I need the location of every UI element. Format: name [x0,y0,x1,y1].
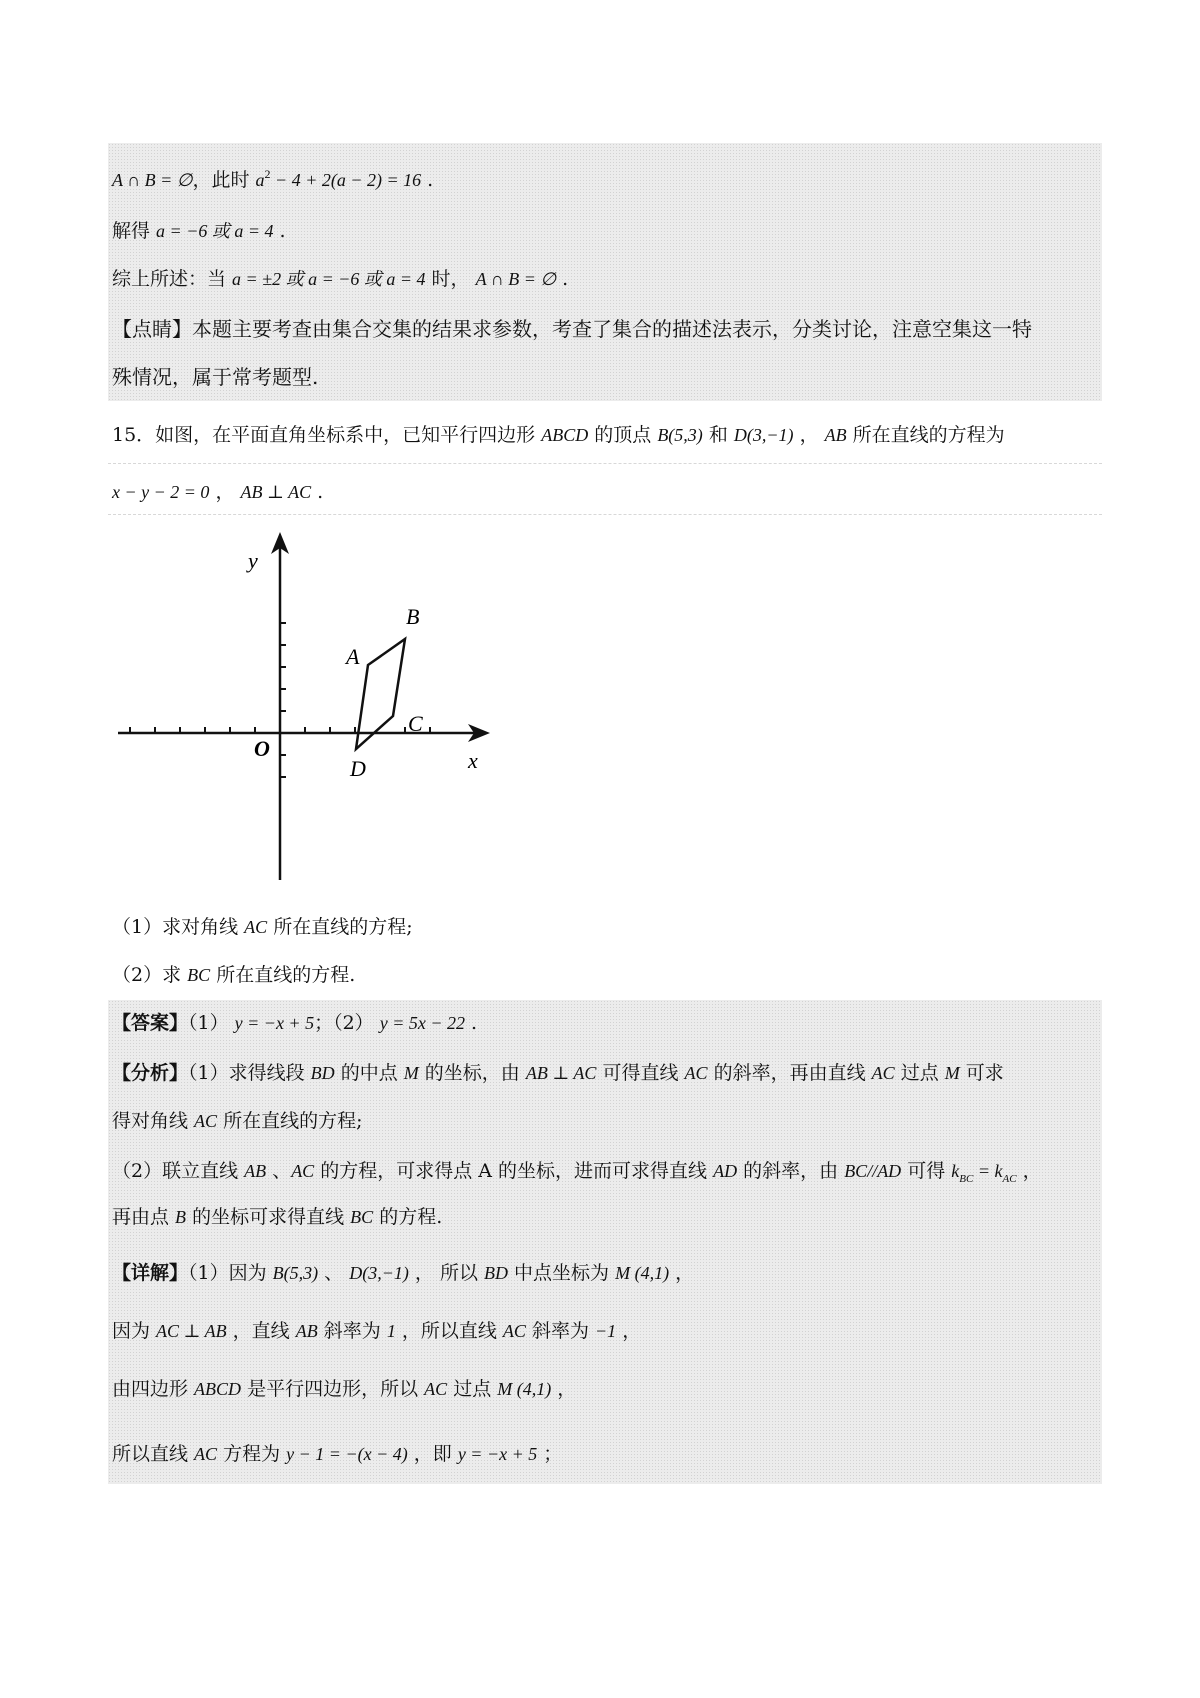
math-expression: ABCD [541,425,589,445]
point-label-c: C [408,711,423,736]
math-expression: M (4,1) [497,1379,552,1399]
detail-line4 [112,1440,562,1468]
text: 可得直线 [596,1062,685,1084]
math-expression: A ∩ B = ∅ [112,170,193,190]
math-expression: BD [484,1263,508,1283]
text: 综上所述：当 [112,268,233,290]
math-expression: AB ⊥ AC [240,482,312,502]
math-expression: AB ⊥ AC [525,1063,597,1083]
math-expression: M [403,1063,419,1083]
math-expression: A ∩ B = ∅ [475,269,557,289]
math-expression: B [175,1207,187,1227]
text: 所在直线的方程; [217,1110,363,1132]
text: ， [793,424,825,446]
math-expression: a = −6 或 a = 4 [156,221,274,241]
text: 得对角线 [112,1110,195,1132]
text: ， [209,481,241,503]
math-expression: AB [295,1321,318,1341]
math-expression: −1 [595,1321,617,1341]
question-2 [112,961,355,989]
text: 的坐标可求得直线 [186,1206,351,1228]
math-expression: D(3,−1) [733,425,794,445]
divider [108,514,1102,515]
question-1 [112,913,413,941]
math-expression: y − 1 = −(x − 4) [286,1444,408,1464]
analysis-line3 [112,1157,1042,1193]
text: 的顶点 [588,424,658,446]
math-expression: $a^2 - 4 + 2(a - 2) = 16$ [255,167,422,190]
text: 、 [266,1160,292,1182]
text: 是平行四边形，所以 [241,1378,425,1400]
math-expression: y = −x + 5 [457,1444,538,1464]
math-expression: B(5,3) [272,1263,319,1283]
math-expression: y = 5x − 22 [379,1013,465,1033]
point-label-b: B [406,604,420,629]
text: 的中点 [334,1062,404,1084]
math-expression: AC [424,1379,448,1399]
text: 的方程，可求得点 A 的坐标，进而可求得直线 [314,1160,714,1182]
text: ， 所以 [408,1262,484,1284]
detail-line1 [112,1259,694,1287]
math-expression: BC [350,1207,374,1227]
text: 可得 [901,1160,952,1182]
text: （1）求对角线 [112,916,245,938]
text: . [421,169,434,191]
analysis-line4 [112,1203,442,1231]
text: ； [537,1443,563,1465]
text: （2）联立直线 [112,1160,245,1182]
text: . [311,481,324,503]
math-expression: BC//AD [844,1161,902,1181]
point-label-a: A [346,644,360,669]
detail-line3 [112,1375,576,1403]
block1-line1 [112,160,433,194]
math-expression: AC [244,917,268,937]
text: 所以直线 [112,1443,195,1465]
text: （1）求得线段 [188,1062,311,1084]
text: 中点坐标为 [508,1262,616,1284]
math-expression: a = ±2 或 a = −6 或 a = 4 [232,269,426,289]
text: 的斜率，再由直线 [707,1062,872,1084]
math-expression: AC ⊥ AB [156,1321,227,1341]
math-expression: D(3,−1) [349,1263,409,1283]
divider [108,463,1102,464]
text: ，直线 [226,1320,296,1342]
math-expression: AC [194,1111,218,1131]
origin-label: O [254,736,270,761]
math-expression: AC [684,1063,708,1083]
text: 解得 [112,220,157,242]
x-axis-label: x [468,748,478,773]
problem-line2 [112,478,323,506]
math-expression: AD [713,1161,738,1181]
math-expression: B(5,3) [657,425,703,445]
math-expression: AB [824,425,847,445]
answer-tag: 【答案】 [112,1012,189,1034]
text: 所在直线的方程. [210,964,356,986]
text: 时， [425,268,476,290]
text: 方程为 [217,1443,287,1465]
block1-line5: 殊情况，属于常考题型. [112,365,319,389]
text: . [465,1012,478,1034]
math-expression: BD [310,1063,335,1083]
point-label-d: D [350,756,366,781]
math-expression: x − y − 2 = 0 [112,482,210,502]
math-expression: $k_{BC} = k_{AC}$ [951,1161,1017,1185]
text: . [273,220,286,242]
text: 的斜率，由 [737,1160,845,1182]
detail-line2 [112,1317,641,1345]
block1-line4: 【点睛】本题主要考查由集合交集的结果求参数，考查了集合的描述法表示，分类讨论，注意空集这一特 [112,317,1032,341]
text: （1） [188,1012,235,1034]
text: 再由点 [112,1206,176,1228]
math-expression: AB [244,1161,267,1181]
parallelogram-figure [108,528,508,888]
problem-line1 [112,421,1005,449]
text: 斜率为 [317,1320,387,1342]
analysis-tag: 【分析】 [112,1062,189,1084]
text: 可求 [959,1062,1004,1084]
text: 因为 [112,1320,157,1342]
text: 15．如图，在平面直角坐标系中，已知平行四边形 [112,424,542,446]
text: ，所以直线 [395,1320,503,1342]
analysis-line2 [112,1107,363,1135]
math-expression: AC [871,1063,895,1083]
text: 斜率为 [525,1320,596,1342]
math-expression: AC [291,1161,315,1181]
text: ， [1016,1160,1042,1182]
text: （1）因为 [188,1262,273,1284]
math-expression: BC [187,965,211,985]
text: 所在直线的方程; [267,916,413,938]
text: ， [616,1320,642,1342]
y-axis-label: y [248,548,258,573]
text: ， [669,1262,695,1284]
text: 过点 [447,1378,498,1400]
text: 所在直线的方程为 [846,424,1005,446]
text: 和 [702,424,734,446]
text: ， [551,1378,577,1400]
text: ，此时 [192,169,256,191]
answer-line [112,1009,477,1037]
math-expression: M [944,1063,960,1083]
text: ；（2） [314,1012,380,1034]
text: 、 [318,1262,350,1284]
math-expression: 1 [386,1321,396,1341]
text: 由四边形 [112,1378,195,1400]
math-expression: M (4,1) [615,1263,670,1283]
text: 的方程. [373,1206,443,1228]
text: 的坐标，由 [418,1062,526,1084]
text: 过点 [894,1062,945,1084]
text: . [556,268,569,290]
math-expression: AC [194,1444,218,1464]
block1-line3 [112,265,568,293]
detail-tag: 【详解】 [112,1262,189,1284]
math-expression: y = −x + 5 [234,1013,315,1033]
math-expression: ABCD [194,1379,242,1399]
text: （2）求 [112,964,188,986]
text: ，即 [407,1443,458,1465]
math-expression: AC [502,1321,526,1341]
analysis-line1 [112,1059,1004,1087]
block1-line2 [112,217,286,245]
